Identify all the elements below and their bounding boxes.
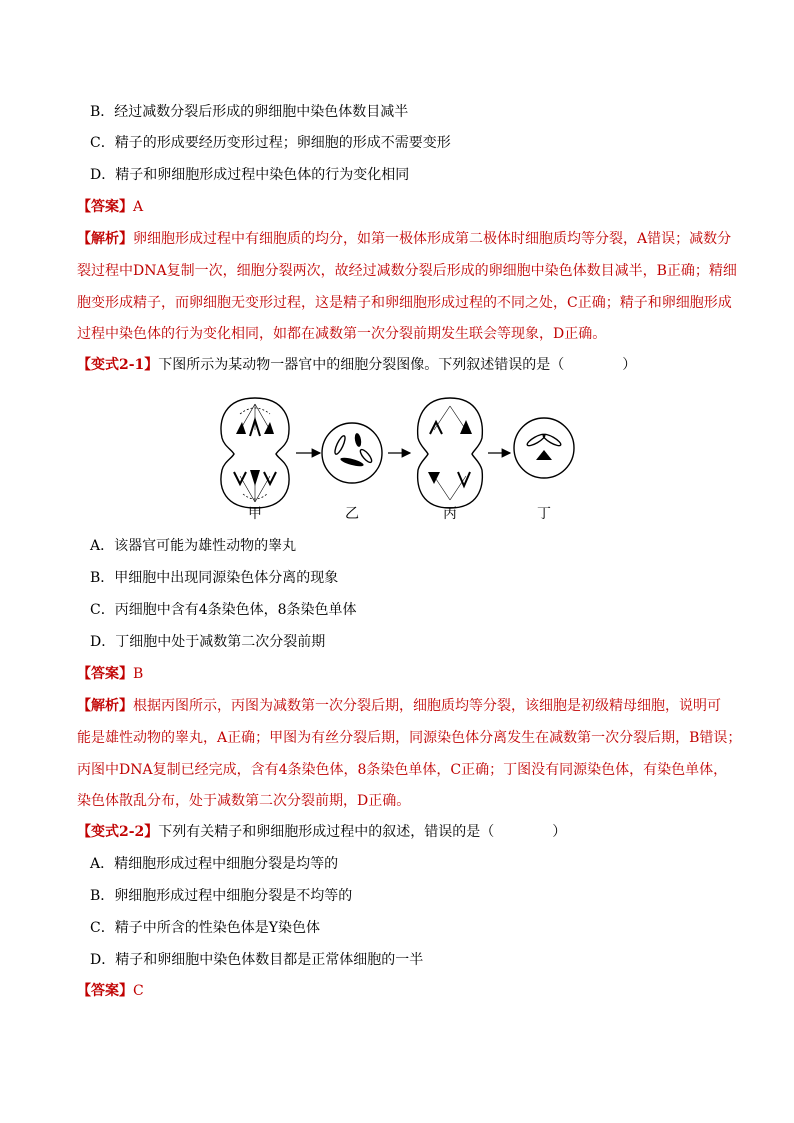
q2-analysis-line-4: 染色体散乱分布，处于减数第二次分裂前期，D正确。: [77, 793, 411, 809]
analysis-tag: 【解析】: [77, 698, 133, 714]
question-paren-close: ）: [552, 824, 567, 840]
q2-answer-line: [77, 664, 143, 684]
cell-jia: [221, 398, 289, 508]
q2-analysis-line-1: [77, 696, 721, 716]
analysis-tag: 【解析】: [77, 231, 133, 247]
label-jia: 甲: [248, 506, 262, 520]
analysis-line-1: [77, 229, 731, 249]
q2-option-c: C．丙细胞中含有4条染色体，8条染色单体: [90, 602, 357, 618]
cell-ding: [514, 418, 574, 478]
cell-yi: [322, 423, 382, 483]
q2-option-a: A．该器官可能为雄性动物的睾丸: [90, 538, 297, 554]
answer-tag: 【答案】: [77, 983, 133, 999]
analysis-line-4: 过程中染色体的行为变化相同，如都在减数第一次分裂前期发生联会等现象，D正确。: [77, 326, 607, 342]
q2-analysis-line-3: 丙图中DNA复制已经完成，含有4条染色体，8条染色单体，C正确；丁图没有同源染色体，有染色单体，: [77, 762, 728, 778]
option-d: D．精子和卵细胞形成过程中染色体的行为变化相同: [90, 167, 410, 183]
question-2-1-stem: [77, 355, 636, 375]
cell-bing: [418, 398, 483, 508]
option-b: B．经过减数分裂后形成的卵细胞中染色体数目减半: [90, 104, 409, 120]
analysis-line-2: 裂过程中DNA复制一次，细胞分裂两次，故经过减数分裂后形成的卵细胞中染色体数目减半，B正确；精细: [77, 263, 737, 279]
analysis-text: 卵细胞形成过程中有细胞质的均分，如第一极体形成第二极体时细胞质均等分裂，A错误；减数分: [133, 231, 732, 247]
answer-line: [77, 197, 143, 217]
answer-value: B: [133, 666, 144, 682]
question-2-2-stem: [77, 822, 566, 842]
question-paren-close: ）: [622, 357, 637, 373]
answer-tag: 【答案】: [77, 199, 133, 215]
question-tag: 【变式2-2】: [77, 824, 159, 840]
q2-option-b: B．甲细胞中出现同源染色体分离的现象: [90, 570, 339, 586]
answer-tag: 【答案】: [77, 666, 133, 682]
q3-option-c: C．精子中所含的性染色体是Y染色体: [90, 920, 320, 936]
option-c: C．精子的形成要经历变形过程；卵细胞的形成不需要变形: [90, 135, 451, 151]
q3-option-d: D．精子和卵细胞中染色体数目都是正常体细胞的一半: [90, 952, 424, 968]
question-text: 下列有关精子和卵细胞形成过程中的叙述，错误的是（: [158, 824, 495, 840]
question-text: 下图所示为某动物一器官中的细胞分裂图像。下列叙述错误的是（: [158, 357, 565, 373]
label-bing: 丙: [443, 506, 457, 520]
cell-division-figure: [210, 390, 590, 520]
q3-answer-line: [77, 981, 144, 1001]
q2-analysis-line-2: 能是雄性动物的睾丸，A正确；甲图为有丝分裂后期，同源染色体分离发生在减数第一次分裂后期，B错误；: [77, 730, 742, 746]
q3-option-a: A．精细胞形成过程中细胞分裂是均等的: [90, 856, 339, 872]
analysis-text: 根据丙图所示，丙图为减数第一次分裂后期，细胞质均等分裂，该细胞是初级精母细胞，说明可: [133, 698, 721, 714]
answer-value: C: [133, 983, 144, 999]
analysis-line-3: 胞变形成精子，而卵细胞无变形过程，这是精子和卵细胞形成过程的不同之处，C正确；精子和卵细胞形成: [77, 295, 732, 311]
q2-option-d: D．丁细胞中处于减数第二次分裂前期: [90, 634, 326, 650]
question-tag: 【变式2-1】: [77, 357, 159, 373]
answer-value: A: [133, 199, 144, 215]
q3-option-b: B．卵细胞形成过程中细胞分裂是不均等的: [90, 888, 353, 904]
label-yi: 乙: [345, 506, 359, 520]
label-ding: 丁: [537, 506, 551, 520]
